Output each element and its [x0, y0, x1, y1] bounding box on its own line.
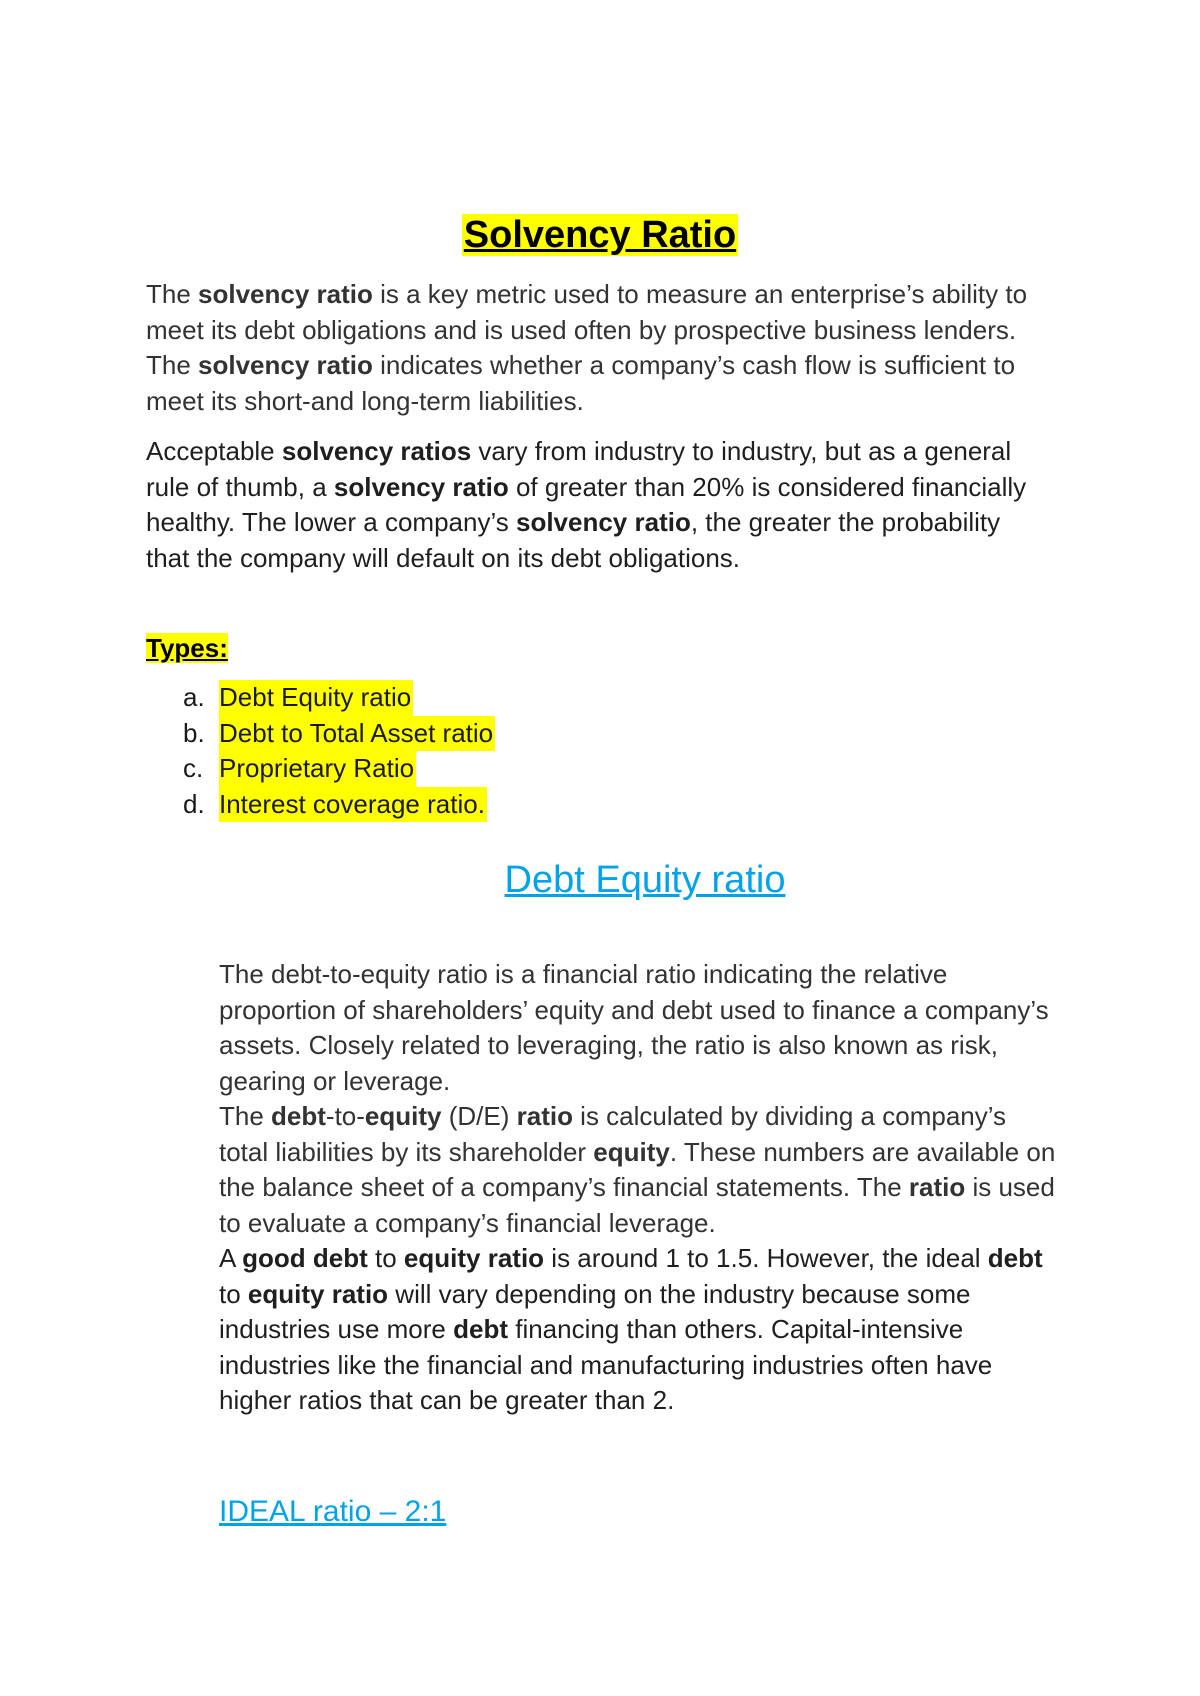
text-run: is around 1 to 1.5. However, the ideal	[544, 1243, 988, 1273]
list-item-text: Debt Equity ratio	[219, 680, 413, 716]
text-run: , the greater the probability that the company will default on its debt obligations.	[146, 507, 1001, 573]
intro-paragraph-2	[146, 434, 1046, 576]
bold-text-run: equity ratio	[247, 1278, 389, 1309]
types-heading	[146, 630, 228, 666]
text-run: is a key metric used to measure an enterprise’s ability to meet its debt obligations and is used often by prospective business lenders. The	[146, 279, 1028, 380]
list-item	[183, 716, 495, 752]
ideal-ratio-heading	[219, 1492, 446, 1532]
ideal-ratio-heading-text: IDEAL ratio – 2:1	[219, 1495, 447, 1528]
list-item-text: Proprietary Ratio	[219, 751, 416, 787]
bold-text-run: debt	[453, 1314, 508, 1344]
list-item	[183, 751, 495, 787]
bold-text-run: solvency ratio	[198, 350, 373, 380]
list-item-marker: d.	[183, 788, 205, 819]
types-list	[183, 680, 495, 822]
page-title-text: Solvency Ratio	[463, 214, 737, 256]
text-run: -to-	[325, 1101, 365, 1131]
text-run: to	[367, 1243, 404, 1273]
list-item-text: Interest coverage ratio.	[219, 787, 487, 823]
list-item-marker: b.	[183, 717, 205, 748]
list-item-text: Debt to Total Asset ratio	[219, 716, 495, 752]
bold-text-run: solvency ratios	[281, 436, 472, 466]
text-run: The debt-to-equity ratio is a financial ratio indicating the relative proportion of shareholders’ equity and debt used to finance a company’s assets. Closely related to leveraging, the ratio is also known as risk, gearing or leverage.	[219, 959, 1049, 1096]
text-run: financing than others. Capital-intensive industries like the financial and manufacturing industries often have higher ratios that can be greater than 2.	[219, 1314, 993, 1415]
list-item	[183, 680, 495, 716]
text-run: Acceptable	[146, 436, 282, 466]
bold-text-run: good debt	[242, 1243, 368, 1273]
debt-equity-paragraph-3	[219, 1241, 1059, 1419]
intro-paragraph-1	[146, 277, 1046, 419]
bold-text-run: debt	[271, 1101, 326, 1131]
text-run: of greater than 20% is considered financially healthy. The lower a company’s	[146, 471, 1027, 537]
list-item-marker: a.	[183, 682, 205, 712]
bold-text-run: equity	[593, 1136, 670, 1167]
text-run: indicates whether a company’s cash flow is sufficient to meet its short-and long-term liabilities.	[146, 350, 1016, 416]
list-item	[183, 787, 495, 823]
text-run: The	[219, 1101, 272, 1131]
bold-text-run: equity	[364, 1101, 442, 1131]
types-heading-text: Types:	[146, 633, 228, 663]
text-run: will vary depending on the industry because some industries use more	[219, 1278, 971, 1344]
text-run: vary from industry to industry, but as a general rule of thumb, a	[146, 436, 1012, 502]
debt-equity-body	[219, 957, 1059, 1419]
text-run: A	[219, 1243, 243, 1273]
bold-text-run: solvency ratio	[333, 471, 509, 502]
bold-text-run: solvency ratio	[515, 507, 691, 537]
bold-text-run: debt	[987, 1243, 1043, 1273]
text-run: The	[146, 279, 199, 309]
bold-text-run: equity ratio	[403, 1243, 545, 1273]
text-run: is calculated by dividing a company’s total liabilities by its shareholder	[219, 1101, 1007, 1167]
bold-text-run: solvency ratio	[198, 279, 373, 309]
text-run: . These numbers are available on the balance sheet of a company’s financial statements. The	[219, 1136, 1056, 1202]
debt-equity-heading	[0, 855, 1200, 905]
page-title	[0, 210, 1200, 260]
bold-text-run: ratio	[516, 1101, 573, 1131]
bold-text-run: ratio	[908, 1172, 966, 1202]
text-run: (D/E)	[441, 1101, 517, 1131]
debt-equity-heading-text: Debt Equity ratio	[504, 859, 786, 901]
text-run: to	[219, 1278, 248, 1309]
text-run: is used to evaluate a company’s financial leverage.	[219, 1172, 1055, 1238]
list-item-marker: c.	[183, 753, 204, 783]
debt-equity-paragraph-1	[219, 957, 1059, 1099]
debt-equity-paragraph-2	[219, 1099, 1059, 1241]
